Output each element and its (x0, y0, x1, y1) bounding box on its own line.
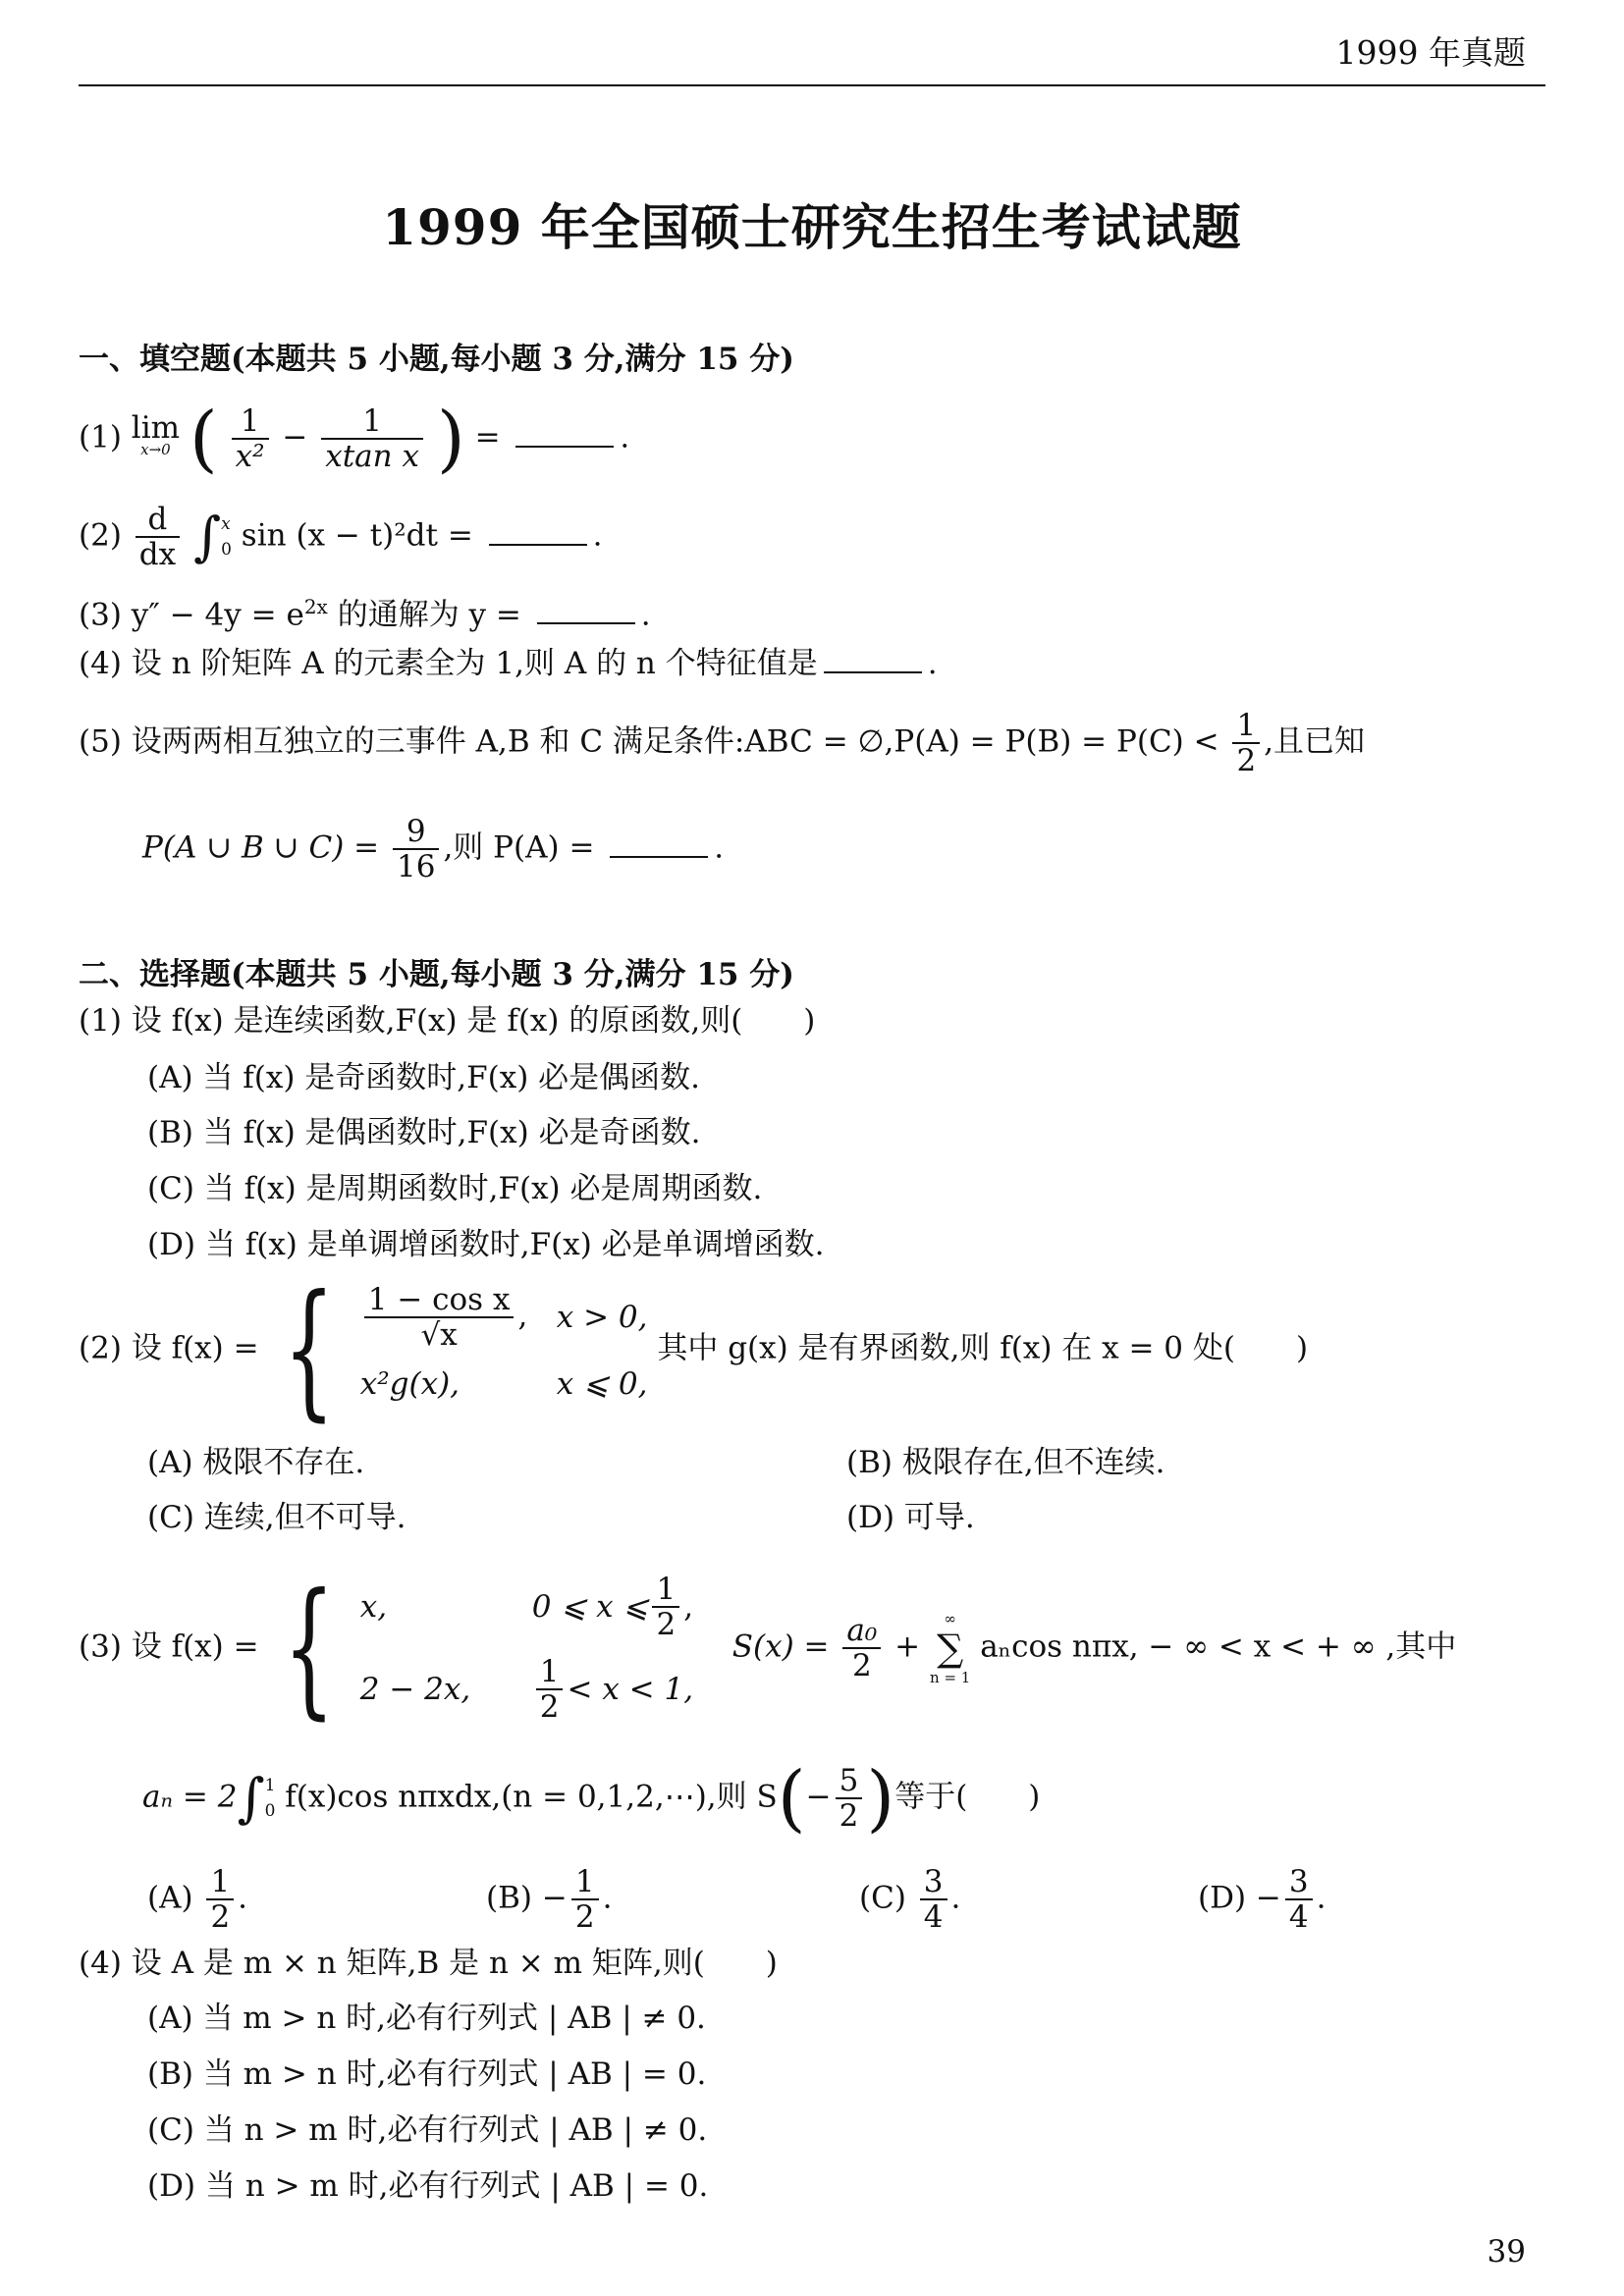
s1-q2: (2) $\frac{d}{dx}$ ∫ x 0 sin (x − t)²dt = . (79, 502, 603, 572)
s2-q3-option-d[interactable]: (D) − $\frac{3}{4}$ . (1198, 1864, 1326, 1935)
limit-operator: lim x→0 (131, 410, 181, 458)
s2-q4-option-c[interactable]: (C) 当 n > m 时,必有行列式 | AB | ≠ 0. (147, 2112, 708, 2148)
answer-blank[interactable] (610, 827, 708, 858)
s2-q4-option-a[interactable]: (A) 当 m > n 时,必有行列式 | AB | ≠ 0. (147, 2001, 706, 2036)
s1-q3: (3) $y'' - 4y = e^{2x}$ 的通解为 y = . (79, 595, 651, 633)
piecewise-function: x, 0 ⩽ x ⩽ $\frac{1}{2}$ , 2 − 2x, $\frac{1}{2}$ < x < 1, (359, 1572, 694, 1725)
s2-q1-option-d[interactable]: (D) 当 f(x) 是单调增函数时,F(x) 必是单调增函数. (147, 1227, 825, 1262)
s2-q2-option-c[interactable]: (C) 连续,但不可导. (147, 1500, 406, 1535)
fraction: $\frac{9}{16}$ (393, 815, 439, 883)
s2-q3-line2: aₙ = 2∫ 1 0 f(x)cos nπxdx,(n = 0,1,2,⋯),则 S(− $\frac{5}{2}$ )等于( ) (142, 1756, 1041, 1841)
page-number: 39 (1487, 2234, 1526, 2269)
s2-q1-stem: (1) 设 f(x) 是连续函数,F(x) 是 f(x) 的原函数,则( ) (79, 1003, 816, 1039)
fraction: $\frac{1}{2}$ (1232, 709, 1260, 777)
s1-q5-line2: P(A ∪ B ∪ C) = $\frac{9}{16}$ ,则 P(A) = . (142, 814, 725, 884)
s1-q1: (1) lim x→0 ( $\frac{1}{\text{x²}}$ − $\frac{1}{\text{xtan x}}$ ) = . (79, 397, 630, 481)
page-title: 1999 年全国硕士研究生招生考试试题 (382, 198, 1242, 256)
s2-q3-option-c[interactable]: (C) $\frac{3}{4}$ . (859, 1864, 961, 1935)
s2-q2-option-b[interactable]: (B) 极限存在,但不连续. (846, 1445, 1165, 1480)
section2-heading: 二、选择题(本题共 5 小题,每小题 3 分,满分 15 分) (79, 957, 794, 992)
integral-sign: ∫ (237, 1767, 265, 1829)
piecewise-function: $\frac{\text{1 − cos x}}{√x}$ , x > 0, x²g(x), x ⩽ 0, (359, 1282, 648, 1402)
derivative-operator: $\frac{d}{dx}$ (135, 503, 180, 571)
s2-q1-option-b[interactable]: (B) 当 f(x) 是偶函数时,F(x) 必是奇函数. (147, 1115, 701, 1150)
section1-heading: 一、填空题(本题共 5 小题,每小题 3 分,满分 15 分) (79, 342, 794, 377)
header-rule (79, 84, 1545, 86)
s2-q3-option-b[interactable]: (B) − $\frac{1}{2}$ . (486, 1864, 613, 1935)
s1-q5: (5) 设两两相互独立的三事件 A,B 和 C 满足条件:ABC = ∅,P(A) = P(B) = P(C) < $\frac{1}{2}$ ,且已知 (79, 708, 1366, 778)
s2-q1-option-c[interactable]: (C) 当 f(x) 是周期函数时,F(x) 必是周期函数. (147, 1171, 763, 1206)
s2-q2-option-d[interactable]: (D) 可导. (846, 1500, 975, 1535)
s2-q4-option-b[interactable]: (B) 当 m > n 时,必有行列式 | AB | = 0. (147, 2056, 707, 2092)
s2-q2-stem: (2) 设 f(x) = { $\frac{\text{1 − cos x}}{√x}$ , x > 0, x²g(x), x ⩽ 0, 其中 g(x) 是有界函数,则 f(x) 在 x = 0 处( ) (79, 1264, 1309, 1435)
s1-q4: (4) 设 n 阶矩阵 A 的元素全为 1,则 A 的 n 个特征值是 . (79, 642, 938, 683)
answer-blank[interactable] (824, 642, 922, 673)
fraction: $\frac{1}{\text{xtan x}}$ (321, 404, 423, 473)
answer-blank[interactable] (515, 416, 614, 448)
fraction: $\frac{1}{\text{x²}}$ (232, 404, 269, 473)
answer-blank[interactable] (489, 514, 587, 546)
answer-blank[interactable] (537, 593, 635, 624)
s2-q2-option-a[interactable]: (A) 极限不存在. (147, 1445, 365, 1480)
s2-q3-option-a[interactable]: (A) $\frac{1}{2}$ . (147, 1864, 248, 1935)
s2-q4-stem: (4) 设 A 是 m × n 矩阵,B 是 n × m 矩阵,则( ) (79, 1946, 778, 1981)
header-tag: 1999 年真题 (1335, 33, 1526, 72)
integral-sign: ∫ (192, 506, 222, 567)
s2-q1-option-a[interactable]: (A) 当 f(x) 是奇函数时,F(x) 必是偶函数. (147, 1060, 701, 1095)
summation-sign: ∞ ∑ n = 1 (930, 1610, 971, 1686)
s2-q3-stem: (3) 设 f(x) = { x, 0 ⩽ x ⩽ $\frac{1}{2}$ , 2 − 2x, $\frac{1}{2}$ < x < 1, S(x) = $\frac{\text{a₀}}{2}$ + ∞ ∑ n = 1 aₙcos nπx, − ∞ < x < + ∞ ,其中 (79, 1563, 1457, 1734)
s2-q4-option-d[interactable]: (D) 当 n > m 时,必有行列式 | AB | = 0. (147, 2168, 709, 2204)
